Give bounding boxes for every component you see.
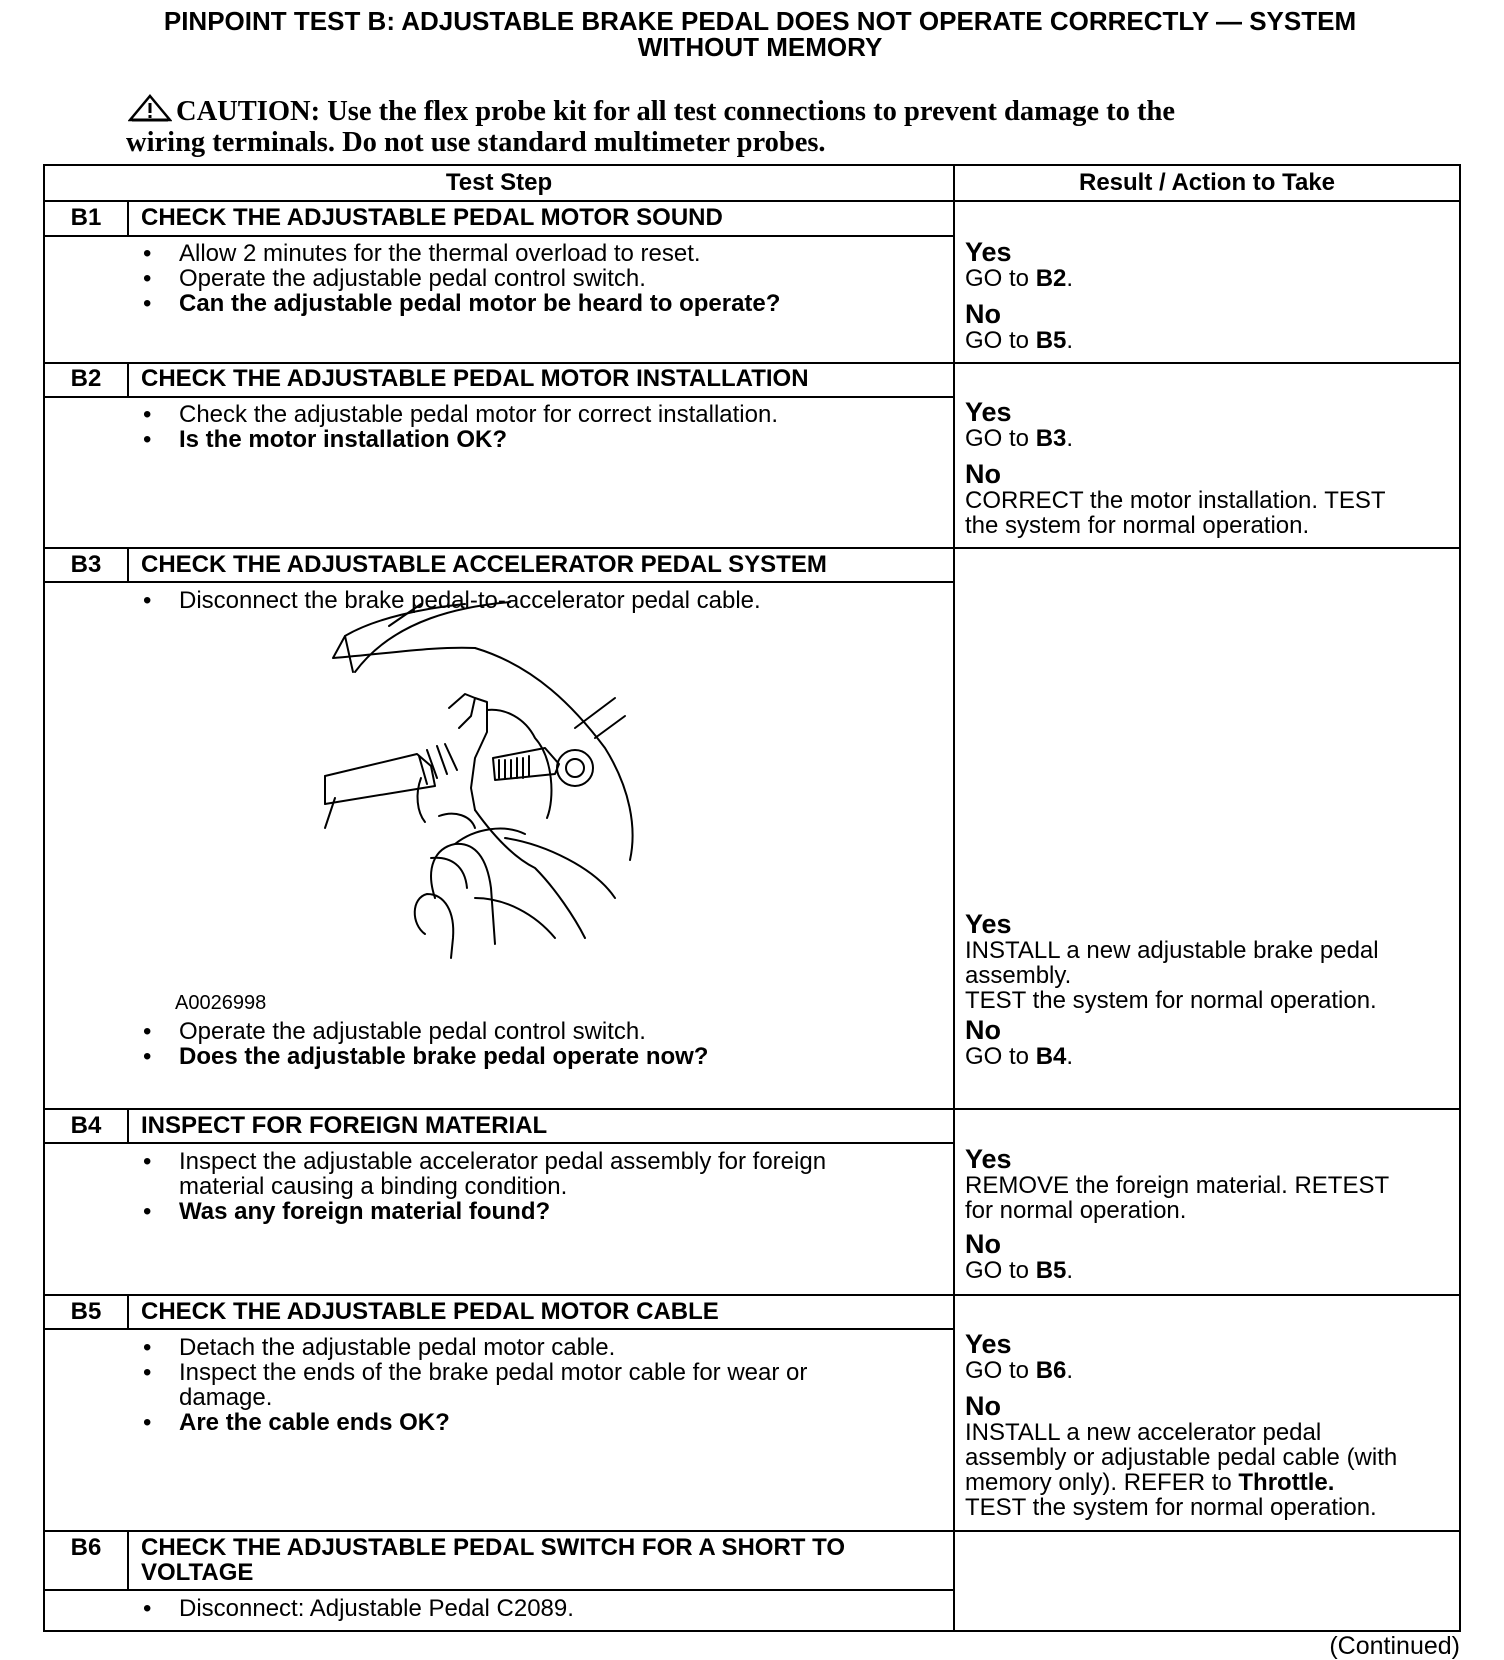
result-yes-action: REMOVE the foreign material. RETEST <box>965 1172 1390 1199</box>
action-text: GO to <box>965 265 1036 292</box>
step-question: • Does the adjustable brake pedal operate now? <box>179 1044 708 1069</box>
result-no-label: No <box>965 1015 1001 1045</box>
result-no-action: assembly or adjustable pedal cable (with <box>965 1444 1398 1471</box>
result-yes-label: Yes <box>965 909 1012 939</box>
result-no-label: No <box>965 459 1001 489</box>
step-bullet: • Detach the adjustable pedal motor cable. <box>179 1335 615 1360</box>
step-heading: CHECK THE ADJUSTABLE PEDAL SWITCH FOR A SHORT TO <box>141 1534 846 1561</box>
result-yes-label: Yes <box>965 397 1012 427</box>
step-heading: VOLTAGE <box>141 1559 254 1586</box>
result-yes-action: for normal operation. <box>965 1197 1187 1224</box>
result-no-label: No <box>965 1391 1001 1421</box>
result-yes-action: assembly. <box>965 962 1072 989</box>
result-no-action: INSTALL a new accelerator pedal <box>965 1419 1322 1446</box>
result-yes-action: INSTALL a new adjustable brake pedal <box>965 937 1379 964</box>
step-bullet-continued: damage. <box>179 1384 273 1411</box>
result-yes-label: Yes <box>965 237 1012 267</box>
throttle-link[interactable]: Throttle <box>1238 1469 1328 1496</box>
step-bullet: • Disconnect the brake pedal-to-accelerator pedal cable. <box>179 588 761 613</box>
brake-pedal-cable-illustration <box>175 598 675 988</box>
action-text: GO to <box>965 1043 1036 1070</box>
step-bullet: • Check the adjustable pedal motor for correct installation. <box>179 402 778 427</box>
action-text: GO to <box>965 1357 1036 1384</box>
step-bullet: • Operate the adjustable pedal control switch. <box>179 1019 646 1044</box>
step-heading: CHECK THE ADJUSTABLE PEDAL MOTOR SOUND <box>141 204 723 231</box>
action-text: memory only). REFER to <box>965 1469 1239 1496</box>
step-id: B2 <box>70 365 102 392</box>
result-no-action: CORRECT the motor installation. TEST <box>965 487 1386 514</box>
result-no-action: the system for normal operation. <box>965 512 1310 539</box>
result-yes-action: TEST the system for normal operation. <box>965 987 1377 1014</box>
step-bullet-continued: material causing a binding condition. <box>179 1173 568 1200</box>
step-id: B3 <box>70 551 102 578</box>
step-question: • Are the cable ends OK? <box>179 1410 450 1435</box>
goto-link[interactable]: B5 <box>1035 1257 1067 1284</box>
header-result-action: Result / Action to Take <box>1078 169 1336 196</box>
step-bullet: • Disconnect: Adjustable Pedal C2089. <box>179 1596 574 1621</box>
header-test-step: Test Step <box>445 169 553 196</box>
step-id: B6 <box>70 1534 102 1561</box>
step-bullet: • Inspect the adjustable accelerator pedal assembly for foreign <box>179 1149 826 1174</box>
result-no-action <box>965 1470 1334 1495</box>
caution-line-1: CAUTION: Use the flex probe kit for all test connections to prevent damage to the <box>176 96 1175 127</box>
result-no-label: No <box>965 299 1001 329</box>
step-id: B5 <box>70 1298 102 1325</box>
result-yes-action: GO to B6. <box>965 1357 1074 1384</box>
result-yes-action: GO to B3. <box>965 425 1074 452</box>
step-id: B4 <box>70 1112 102 1139</box>
step-id: B1 <box>70 204 102 231</box>
action-text: GO to <box>965 425 1036 452</box>
pinpoint-test-table <box>43 164 1461 1632</box>
step-heading: CHECK THE ADJUSTABLE PEDAL MOTOR INSTALLATION <box>141 365 809 392</box>
step-question: • Can the adjustable pedal motor be heard to operate? <box>179 291 780 316</box>
goto-link[interactable]: B6 <box>1035 1357 1067 1384</box>
warning-triangle-icon <box>128 94 172 122</box>
continued-label: (Continued) <box>1329 1632 1460 1660</box>
action-text: GO to <box>965 1257 1036 1284</box>
action-text: GO to <box>965 327 1036 354</box>
goto-link[interactable]: B5 <box>1035 327 1067 354</box>
goto-link[interactable]: B3 <box>1035 425 1067 452</box>
step-question: • Is the motor installation OK? <box>179 427 507 452</box>
goto-link[interactable]: B2 <box>1035 265 1067 292</box>
result-no-action: GO to B5. <box>965 327 1074 354</box>
goto-link[interactable]: B4 <box>1035 1043 1067 1070</box>
result-no-action: TEST the system for normal operation. <box>965 1494 1377 1521</box>
step-heading: CHECK THE ADJUSTABLE PEDAL MOTOR CABLE <box>141 1298 719 1325</box>
figure-id: A0026998 <box>175 992 267 1014</box>
result-yes-action: GO to B2. <box>965 265 1074 292</box>
result-no-action: GO to B4. <box>965 1043 1074 1070</box>
step-heading: CHECK THE ADJUSTABLE ACCELERATOR PEDAL SYSTEM <box>141 551 827 578</box>
caution-note <box>128 94 1368 158</box>
title-line-1: PINPOINT TEST B: ADJUSTABLE BRAKE PEDAL DOES NOT OPERATE CORRECTLY — SYSTEM <box>163 6 1357 36</box>
step-question: • Was any foreign material found? <box>179 1199 550 1224</box>
step-bullet: • Inspect the ends of the brake pedal motor cable for wear or <box>179 1360 807 1385</box>
step-bullet: • Operate the adjustable pedal control switch. <box>179 266 646 291</box>
caution-line-2: wiring terminals. Do not use standard multimeter probes. <box>126 127 826 158</box>
step-bullet: • Allow 2 minutes for the thermal overload to reset. <box>179 241 701 266</box>
result-yes-label: Yes <box>965 1144 1012 1174</box>
result-no-label: No <box>965 1229 1001 1259</box>
page-title <box>60 8 1460 60</box>
result-yes-label: Yes <box>965 1329 1012 1359</box>
title-line-2: WITHOUT MEMORY <box>637 32 883 62</box>
step-heading: INSPECT FOR FOREIGN MATERIAL <box>141 1112 548 1139</box>
action-text: . <box>1327 1469 1335 1496</box>
result-no-action: GO to B5. <box>965 1257 1074 1284</box>
